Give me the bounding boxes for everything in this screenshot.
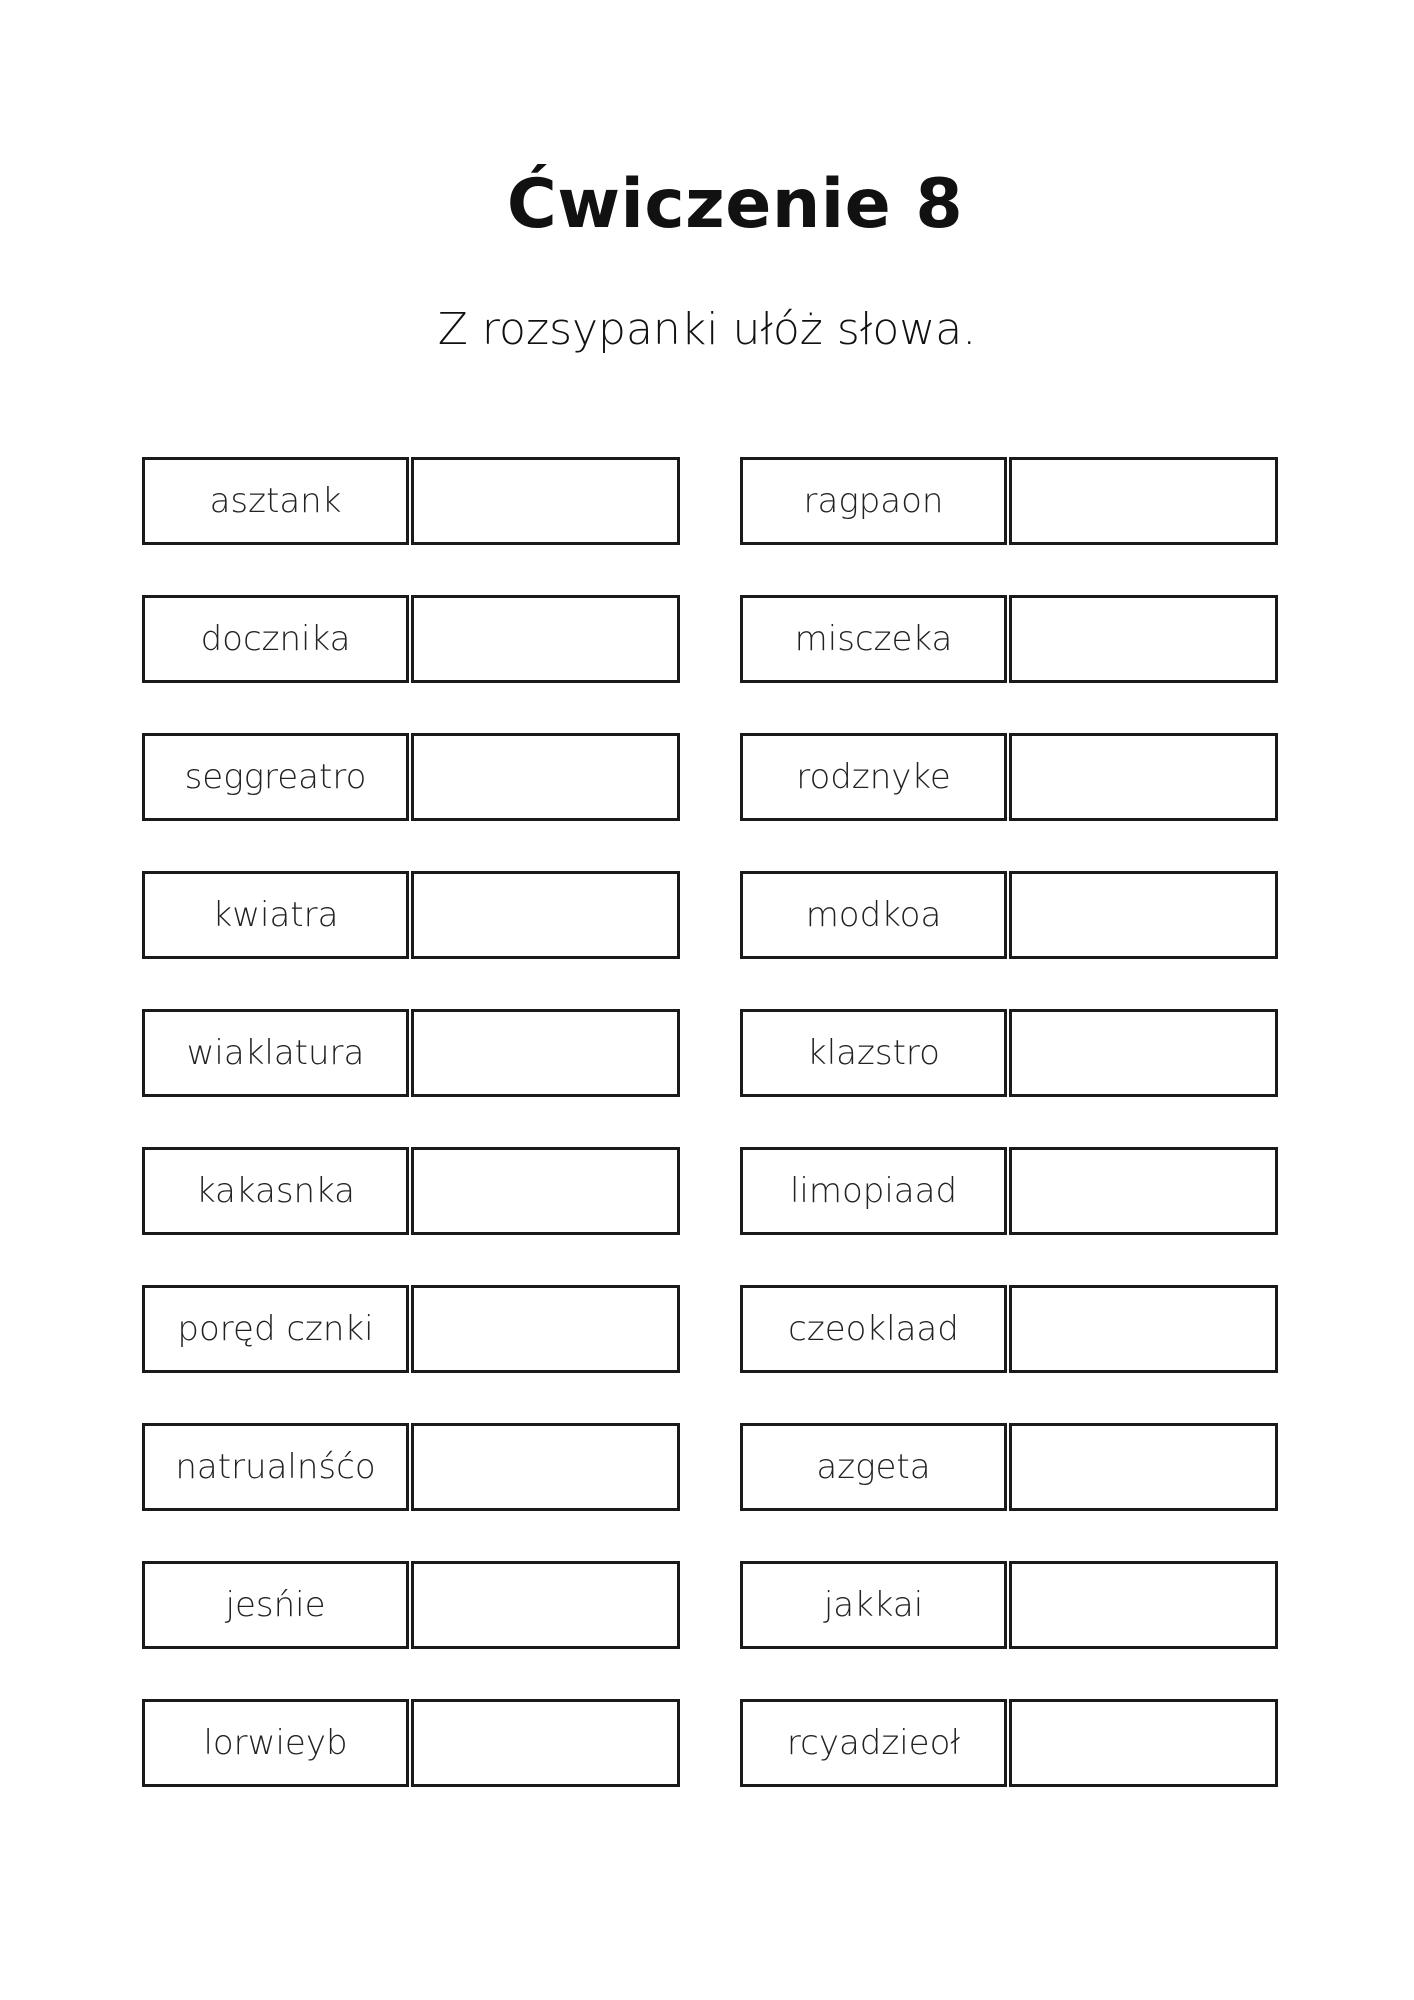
answer-box[interactable] <box>1009 1699 1278 1787</box>
answer-box[interactable] <box>411 457 680 545</box>
scrambled-word-box <box>142 733 409 821</box>
word-pair-row <box>740 1423 1278 1511</box>
scrambled-word: wiaklatura <box>186 1033 365 1073</box>
scrambled-word-box <box>740 1699 1007 1787</box>
word-pair-row <box>740 871 1278 959</box>
scrambled-word: misczeka <box>794 619 953 659</box>
scrambled-word: kakasnka <box>195 1171 356 1211</box>
scrambled-word-box <box>142 1423 409 1511</box>
word-pair-row <box>740 457 1278 545</box>
scrambled-word: jesńie <box>225 1585 326 1625</box>
word-pair-row <box>142 871 680 959</box>
scrambled-word-box <box>142 1147 409 1235</box>
page-title: Ćwiczenie 8 <box>506 165 964 244</box>
word-pair-row <box>142 1423 680 1511</box>
scrambled-word: modkoa <box>805 895 942 935</box>
answer-box[interactable] <box>411 1285 680 1373</box>
scrambled-word-box <box>142 1009 409 1097</box>
scrambled-word-box <box>740 595 1007 683</box>
word-pair-row <box>740 733 1278 821</box>
scrambled-word: asztank <box>209 481 342 521</box>
word-pair-row <box>142 1285 680 1373</box>
scrambled-word-box <box>142 1285 409 1373</box>
answer-box[interactable] <box>1009 595 1278 683</box>
scrambled-word: poręd cznki <box>177 1309 374 1349</box>
answer-box[interactable] <box>1009 1147 1278 1235</box>
scrambled-word: natrualnśćo <box>175 1447 376 1487</box>
scrambled-word: docznika <box>200 619 351 659</box>
answer-box[interactable] <box>1009 871 1278 959</box>
word-pair-row <box>142 457 680 545</box>
word-pair-row <box>142 1147 680 1235</box>
answer-box[interactable] <box>1009 1423 1278 1511</box>
scrambled-word-box <box>740 1285 1007 1373</box>
word-pair-row <box>142 1561 680 1649</box>
scrambled-word: lorwieyb <box>203 1723 348 1763</box>
answer-box[interactable] <box>1009 1561 1278 1649</box>
scrambled-word-box <box>740 457 1007 545</box>
word-pair-row <box>740 595 1278 683</box>
answer-box[interactable] <box>411 1009 680 1097</box>
answer-box[interactable] <box>411 1147 680 1235</box>
instruction-text: Z rozsypanki ułóż słowa. <box>437 304 977 355</box>
scrambled-word: seggreatro <box>184 757 367 797</box>
scrambled-word-box <box>142 1699 409 1787</box>
left-word-column <box>142 457 680 1837</box>
scrambled-word-box <box>740 1423 1007 1511</box>
word-pair-row <box>740 1147 1278 1235</box>
scrambled-word: limopiaad <box>789 1171 958 1211</box>
scrambled-word-box <box>740 1147 1007 1235</box>
word-pair-row <box>142 1009 680 1097</box>
answer-box[interactable] <box>411 1699 680 1787</box>
scrambled-word-box <box>740 1009 1007 1097</box>
word-pair-row <box>142 733 680 821</box>
scrambled-word-box <box>142 457 409 545</box>
scrambled-word-box <box>142 871 409 959</box>
answer-box[interactable] <box>1009 1285 1278 1373</box>
answer-box[interactable] <box>411 733 680 821</box>
scrambled-word-box <box>740 1561 1007 1649</box>
answer-box[interactable] <box>1009 1009 1278 1097</box>
word-pair-row <box>142 1699 680 1787</box>
word-pair-row <box>740 1561 1278 1649</box>
scrambled-word: czeoklaad <box>788 1309 959 1349</box>
answer-box[interactable] <box>1009 457 1278 545</box>
scrambled-word: ragpaon <box>803 481 944 521</box>
word-pair-row <box>740 1285 1278 1373</box>
right-word-column <box>740 457 1278 1837</box>
scrambled-word: klazstro <box>807 1033 940 1073</box>
scrambled-word-box <box>142 595 409 683</box>
scrambled-word-box <box>142 1561 409 1649</box>
answer-box[interactable] <box>411 1561 680 1649</box>
scrambled-word: jakkai <box>823 1585 924 1625</box>
word-pair-row <box>740 1009 1278 1097</box>
scrambled-word-box <box>740 733 1007 821</box>
word-pair-row <box>142 595 680 683</box>
scrambled-word: kwiatra <box>212 895 339 935</box>
scrambled-word-box <box>740 871 1007 959</box>
answer-box[interactable] <box>1009 733 1278 821</box>
scrambled-word: rodznyke <box>796 757 951 797</box>
answer-box[interactable] <box>411 595 680 683</box>
answer-box[interactable] <box>411 1423 680 1511</box>
scrambled-word: azgeta <box>816 1447 931 1487</box>
scrambled-word: rcyadzieoł <box>786 1723 961 1763</box>
word-pair-row <box>740 1699 1278 1787</box>
answer-box[interactable] <box>411 871 680 959</box>
